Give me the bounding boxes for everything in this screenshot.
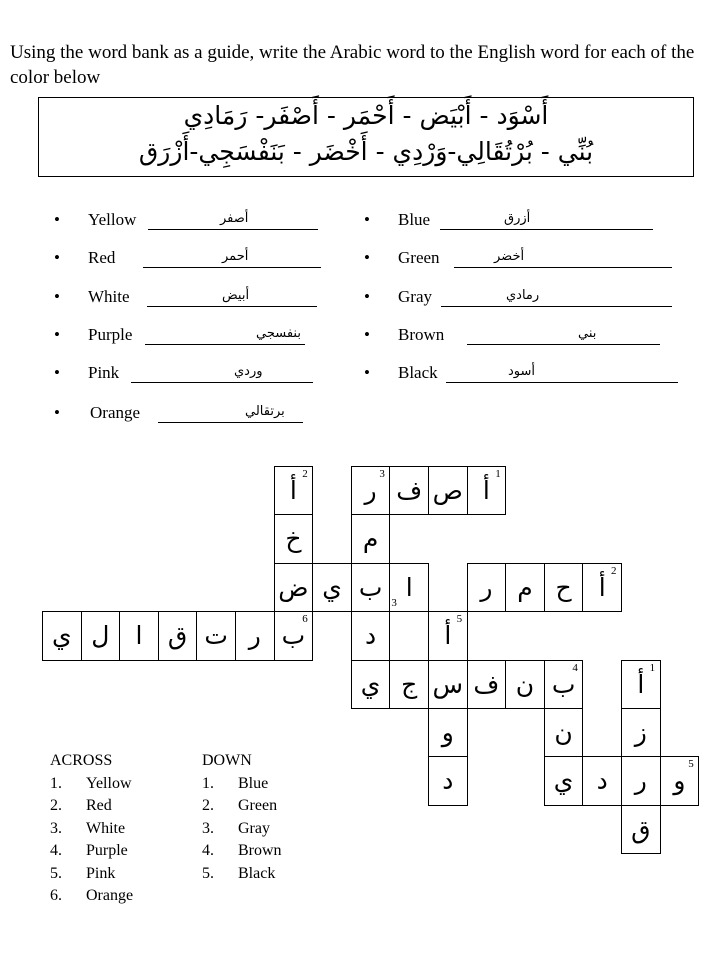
bullet: • xyxy=(54,287,60,306)
clue-number: 3. xyxy=(50,819,62,837)
bullet: • xyxy=(364,210,370,229)
word-bank xyxy=(38,97,694,177)
across-heading: ACROSS xyxy=(50,752,113,769)
crossword-cell[interactable]: د xyxy=(351,611,391,660)
vocab-left-label: Purple xyxy=(88,325,133,344)
crossword-cell[interactable]: ب xyxy=(351,563,391,612)
crossword-cell[interactable]: ح xyxy=(544,563,584,612)
crossword-cell[interactable]: و xyxy=(660,756,700,805)
vocab-left-label: Orange xyxy=(90,403,141,422)
clue-number-marker: 3 xyxy=(391,597,397,610)
crossword-cell[interactable]: ل xyxy=(81,611,121,660)
vocab-left-item xyxy=(54,287,374,307)
bullet: • xyxy=(364,248,370,267)
crossword-cell[interactable]: أ xyxy=(621,660,661,709)
vocab-left-answer: أبيض xyxy=(222,288,250,303)
bullet: • xyxy=(364,325,370,344)
clue-label: Gray xyxy=(238,819,270,837)
clue-label: Purple xyxy=(86,842,128,859)
answer-line[interactable] xyxy=(441,286,672,307)
clue-label: Red xyxy=(86,797,112,814)
across-clue xyxy=(50,818,133,841)
vocab-left-item xyxy=(54,325,374,345)
clue-number-marker: 2 xyxy=(302,468,308,480)
crossword-cell[interactable]: ي xyxy=(351,660,391,709)
down-clue xyxy=(202,773,282,796)
clue-number-marker: 3 xyxy=(379,468,385,480)
vocab-right-label: Blue xyxy=(398,210,431,229)
answer-line[interactable] xyxy=(440,209,653,230)
crossword-cell[interactable]: م xyxy=(351,514,391,563)
vocab-left-label: Yellow xyxy=(88,210,137,229)
crossword-cell[interactable]: ق xyxy=(158,611,198,660)
crossword-cell[interactable]: ج xyxy=(389,660,429,709)
crossword-cell[interactable]: أ xyxy=(467,466,507,515)
instructions: Using the word bank as a guide, write the Arabic word to the English word for each of the color below xyxy=(10,42,695,88)
crossword-cell[interactable]: د xyxy=(428,756,468,805)
vocab-right-item xyxy=(364,210,684,230)
word-bank-line-2: بُنِّي - بُرْتُقَالِي-وَرْدِي - أَخْضَر - بَنَفْسَجِي-أَزْرَق xyxy=(138,137,594,166)
down-clue xyxy=(202,818,282,841)
vocab-right-answer: أزرق xyxy=(504,211,531,226)
down-clue xyxy=(202,795,282,818)
answer-line[interactable] xyxy=(446,362,678,383)
crossword-cell[interactable]: ن xyxy=(544,708,584,757)
crossword-cell[interactable]: د xyxy=(582,756,622,805)
clue-number: 1. xyxy=(202,774,214,792)
answer-line[interactable] xyxy=(131,362,313,383)
clue-label: Yellow xyxy=(86,774,132,792)
vocab-right-answer: أخضر xyxy=(494,249,525,264)
vocab-right-answer: بني xyxy=(578,326,597,341)
vocab-left-label: White xyxy=(88,287,130,306)
vocab-right-item xyxy=(364,287,684,307)
down-clue xyxy=(202,840,282,863)
crossword-cell[interactable]: ق xyxy=(621,805,661,854)
crossword-cell[interactable]: ا xyxy=(119,611,159,660)
clue-label: White xyxy=(86,819,126,837)
crossword-cell[interactable]: ن xyxy=(505,660,545,709)
across-clue xyxy=(50,885,133,908)
vocab-right-answer: رمادي xyxy=(506,288,540,303)
across-clues xyxy=(50,750,133,908)
crossword-cell[interactable]: ي xyxy=(312,563,352,612)
clue-label: Blue xyxy=(238,774,269,792)
crossword-cell[interactable]: ص xyxy=(428,466,468,515)
down-clue xyxy=(202,863,282,886)
vocab-left-answer: بنفسجي xyxy=(256,326,301,341)
clue-number: 3. xyxy=(202,819,214,837)
vocab-right-item xyxy=(364,248,684,268)
across-clue xyxy=(50,773,133,796)
vocab-left-answer: وردي xyxy=(234,364,263,379)
vocab-left-label: Red xyxy=(88,248,116,267)
crossword-cell[interactable]: خ xyxy=(274,514,314,563)
clue-label: Green xyxy=(238,797,278,814)
vocab-right-item xyxy=(364,363,684,383)
crossword-cell[interactable]: ا xyxy=(389,563,429,612)
crossword-cell[interactable]: ر xyxy=(351,466,391,515)
bullet: • xyxy=(54,403,60,422)
word-bank-line-1: أَسْوَد - أَبْيَض - أَحْمَر - أَصْفَر- رَمَادِي xyxy=(183,101,549,130)
clue-number: 4. xyxy=(50,842,62,859)
crossword-cell[interactable]: و xyxy=(428,708,468,757)
vocab-left-answer: برتقالي xyxy=(245,404,285,419)
crossword-cell[interactable]: ب xyxy=(544,660,584,709)
crossword-cell[interactable]: ف xyxy=(467,660,507,709)
across-clue xyxy=(50,840,133,863)
crossword-cell[interactable]: أ xyxy=(582,563,622,612)
vocab-right-label: Gray xyxy=(398,287,432,306)
clue-number: 1. xyxy=(50,774,62,792)
bullet: • xyxy=(54,248,60,267)
vocab-left-answer: أصفر xyxy=(220,211,249,226)
across-clue xyxy=(50,795,133,818)
crossword-cell[interactable]: ت xyxy=(196,611,236,660)
down-clues xyxy=(202,750,282,885)
answer-line[interactable] xyxy=(454,247,672,268)
clue-number-marker: 1 xyxy=(495,468,501,480)
crossword-cell[interactable]: ف xyxy=(389,466,429,515)
clue-number: 5. xyxy=(202,864,214,882)
down-heading: DOWN xyxy=(202,752,252,769)
crossword-cell[interactable]: ز xyxy=(621,708,661,757)
clue-label: Orange xyxy=(86,887,134,904)
crossword-cell[interactable]: م xyxy=(505,563,545,612)
clue-number: 4. xyxy=(202,842,214,859)
crossword-cell[interactable]: ب xyxy=(274,611,314,660)
clue-label: Black xyxy=(238,864,276,882)
clue-number-marker: 1 xyxy=(649,661,656,674)
vocab-right-label: Black xyxy=(398,363,438,382)
vocab-right-label: Brown xyxy=(398,325,445,344)
clue-number-marker: 6 xyxy=(302,613,308,626)
bullet: • xyxy=(54,325,60,344)
crossword-cell[interactable]: أ xyxy=(428,611,468,660)
crossword-cell[interactable]: أ xyxy=(274,466,314,515)
clue-number-marker: 2 xyxy=(611,564,617,577)
vocab-left-item xyxy=(54,363,374,383)
across-clue xyxy=(50,863,133,886)
crossword-cell[interactable]: س xyxy=(428,660,468,709)
bullet: • xyxy=(364,363,370,382)
vocab-right-answer: أسود xyxy=(508,364,536,379)
vocab-left-item xyxy=(54,403,374,423)
answer-line[interactable] xyxy=(467,324,660,345)
vocab-right-item xyxy=(364,325,684,345)
crossword-cell[interactable]: ي xyxy=(42,611,82,660)
clue-label: Brown xyxy=(238,842,282,859)
clue-label: Pink xyxy=(86,864,116,882)
vocab-left-item xyxy=(54,210,374,230)
crossword-cell[interactable]: ر xyxy=(235,611,275,660)
crossword-cell[interactable]: ض xyxy=(274,563,314,612)
clue-number: 2. xyxy=(202,797,214,814)
clue-number-marker: 5 xyxy=(456,613,463,626)
crossword-cell[interactable]: ر xyxy=(621,756,661,805)
bullet: • xyxy=(364,287,370,306)
bullet: • xyxy=(54,363,60,382)
vocab-left-label: Pink xyxy=(88,363,120,382)
clue-number: 2. xyxy=(50,797,62,814)
vocab-left-answer: أحمر xyxy=(222,249,249,264)
clue-number: 5. xyxy=(50,864,62,882)
clue-number: 6. xyxy=(50,887,62,904)
crossword-cell[interactable]: ر xyxy=(467,563,507,612)
bullet: • xyxy=(54,210,60,229)
vocab-left-item xyxy=(54,248,374,268)
crossword-cell[interactable]: ي xyxy=(544,756,584,805)
vocab-right-label: Green xyxy=(398,248,440,267)
clue-number-marker: 4 xyxy=(572,661,578,674)
clue-number-marker: 5 xyxy=(688,758,694,771)
